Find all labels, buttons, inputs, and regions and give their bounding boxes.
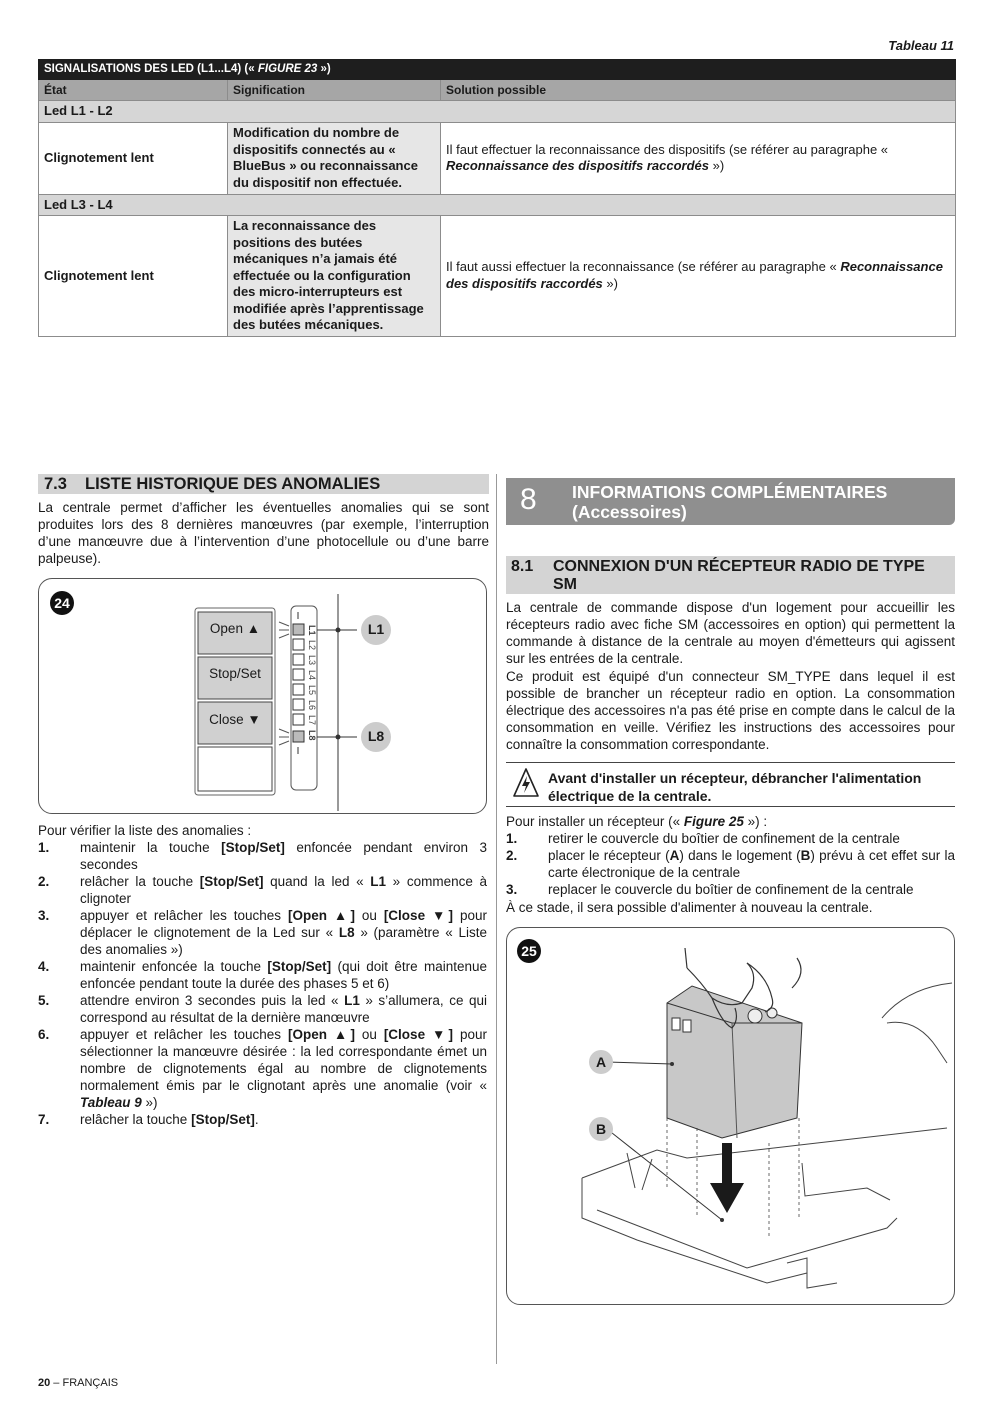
table-row <box>39 216 956 337</box>
figure-number: 24 <box>50 591 74 615</box>
anomaly-steps-list <box>38 839 487 1128</box>
list-item: 3. replacer le couvercle du boîtier de confinement de la centrale <box>506 882 914 897</box>
figure-number: 25 <box>517 939 541 963</box>
group-label: Led L1 - L2 <box>39 101 956 123</box>
meaning-cell: La reconnaissance des positions des butées mécaniques n’a jamais été effectuée ou la configuration des micro-interrupteurs est modifiée après l’apprentissage des butées mécaniques. <box>228 216 441 337</box>
guide-lines <box>667 1118 799 1238</box>
column-header: Solution possible <box>441 79 956 101</box>
table-title: SIGNALISATIONS DES LED (L1...L4) (« FIGURE 23 ») <box>39 60 956 80</box>
receiver-installation-illustration <box>507 928 956 1306</box>
receiver-module <box>667 986 802 1138</box>
state-cell: Clignotement lent <box>39 216 228 337</box>
column-divider <box>496 474 497 1364</box>
list-item: 1. retirer le couvercle du boîtier de confinement de la centrale <box>506 831 900 846</box>
list-item: 2. placer le récepteur (A) dans le logement (B) prévu à cet effet sur la carte électronique de la centrale <box>506 848 955 880</box>
page-footer: 20 – FRANÇAIS <box>38 1377 119 1389</box>
list-item: 1. maintenir la touche [Stop/Set] enfoncée pendant environ 3 secondes <box>38 840 487 872</box>
table-header-row <box>39 79 956 101</box>
section-7-3-intro: La centrale permet d’afficher les éventuelles anomalies qui se sont produites lors des 8 dernières manœuvres (par exemple, l’interruption d’une manœuvre due à l’intervention d’une photocellule ou d’une barre palpeuse). <box>38 500 489 566</box>
install-closing: À ce stade, il sera possible d'alimenter à nouveau la centrale. <box>506 900 873 915</box>
table-title-row <box>39 60 956 80</box>
open-key-label: Open ▲ <box>209 621 261 636</box>
column-header: Signification <box>228 79 441 101</box>
section-8-1-paragraph-2: Ce produit est équipé d'un connecteur SM_TYPE dans lequel il est possible de brancher un récepteur radio en option. La consommation électrique des accessoires n'a pas été prise en compte dans le calcul de la consommation en veille. Vérifiez les instructions des accessoires pour connaître la consommation correspondante. <box>506 669 955 752</box>
figure-25 <box>506 927 955 1305</box>
led-labels: L1 L2 L3 L4 L5 L6 L7 L8 <box>307 625 317 741</box>
callout-l1: L1 <box>367 621 385 637</box>
column-header: État <box>39 79 228 101</box>
section-8-1-paragraph-1: La centrale de commande dispose d'un logement pour accueillir les récepteurs radio avec fiche SM (accessoires en option) qui permettent la commande à distance de la centrale au moyen d'émetteurs qui agissent sur les entrées de la centrale. <box>506 600 955 666</box>
list-item: 3. appuyer et relâcher les touches [Open ▲] ou [Close ▼] pour déplacer le clignotement de la Led sur « L8 » (paramètre « Liste des anomalies ») <box>38 908 488 957</box>
section-8-1-heading: 8.1 CONNEXION D'UN RÉCEPTEUR RADIO DE TYPE SM <box>506 556 955 594</box>
table-group-row <box>39 194 956 216</box>
solution-cell: Il faut effectuer la reconnaissance des dispositifs (se référer au paragraphe « Reconnaissance des dispositifs raccordés ») <box>441 122 956 194</box>
chapter-8-heading: 8 INFORMATIONS COMPLÉMENTAIRES (Accessoires) <box>506 478 955 525</box>
install-steps-intro: Pour installer un récepteur (« Figure 25 ») : <box>506 814 768 829</box>
install-steps-list <box>506 830 955 898</box>
meaning-cell: Modification du nombre de dispositifs connectés au « BlueBus » ou reconnaissance du dispositif non effectuée. <box>228 122 441 194</box>
electric-warning-icon <box>512 767 540 799</box>
figure-24 <box>38 578 487 814</box>
keypad-illustration <box>39 579 488 815</box>
label-a: A <box>595 1054 607 1070</box>
table-caption: Tableau 11 <box>888 38 954 53</box>
stop-set-key-label: Stop/Set <box>209 666 261 681</box>
group-label: Led L3 - L4 <box>39 194 956 216</box>
list-item: 2. relâcher la touche [Stop/Set] quand la led « L1 » commence à clignoter <box>38 874 487 906</box>
led-signals-table <box>38 59 956 337</box>
section-7-3-heading: 7.3 LISTE HISTORIQUE DES ANOMALIES <box>38 474 489 494</box>
warning-text: Avant d'installer un récepteur, débrancher l'alimentation électrique de la centrale. <box>548 770 922 804</box>
warning-box <box>506 762 955 807</box>
callout-l8: L8 <box>367 728 385 744</box>
label-b: B <box>595 1121 607 1137</box>
state-cell: Clignotement lent <box>39 122 228 194</box>
insertion-arrow <box>710 1143 744 1213</box>
list-item: 4. maintenir enfoncée la touche [Stop/Set] (qui doit être maintenue enfoncée pendant toute la durée des phases 5 et 6) <box>38 959 487 991</box>
list-item: 6. appuyer et relâcher les touches [Open ▲] ou [Close ▼] pour sélectionner la manœuvre désirée : la led correspondante émet un nombre de clignotements égal au nombre de clignotements normalement émis par le clignotant après une anomalie (voir « Tableau 9 ») <box>38 1027 487 1110</box>
list-item: 5. attendre environ 3 secondes puis la led « L1 » s’allumera, ce qui correspond au résultat de la dernière manœuvre <box>38 993 487 1025</box>
steps-intro: Pour vérifier la liste des anomalies : <box>38 823 252 838</box>
list-item: 7. relâcher la touche [Stop/Set]. <box>38 1112 259 1127</box>
table-group-row <box>39 101 956 123</box>
blank-key <box>198 747 272 791</box>
close-key-label: Close ▼ <box>209 712 261 727</box>
solution-cell: Il faut aussi effectuer la reconnaissance (se référer au paragraphe « Reconnaissance des dispositifs raccordés ») <box>441 216 956 337</box>
table-row <box>39 122 956 194</box>
